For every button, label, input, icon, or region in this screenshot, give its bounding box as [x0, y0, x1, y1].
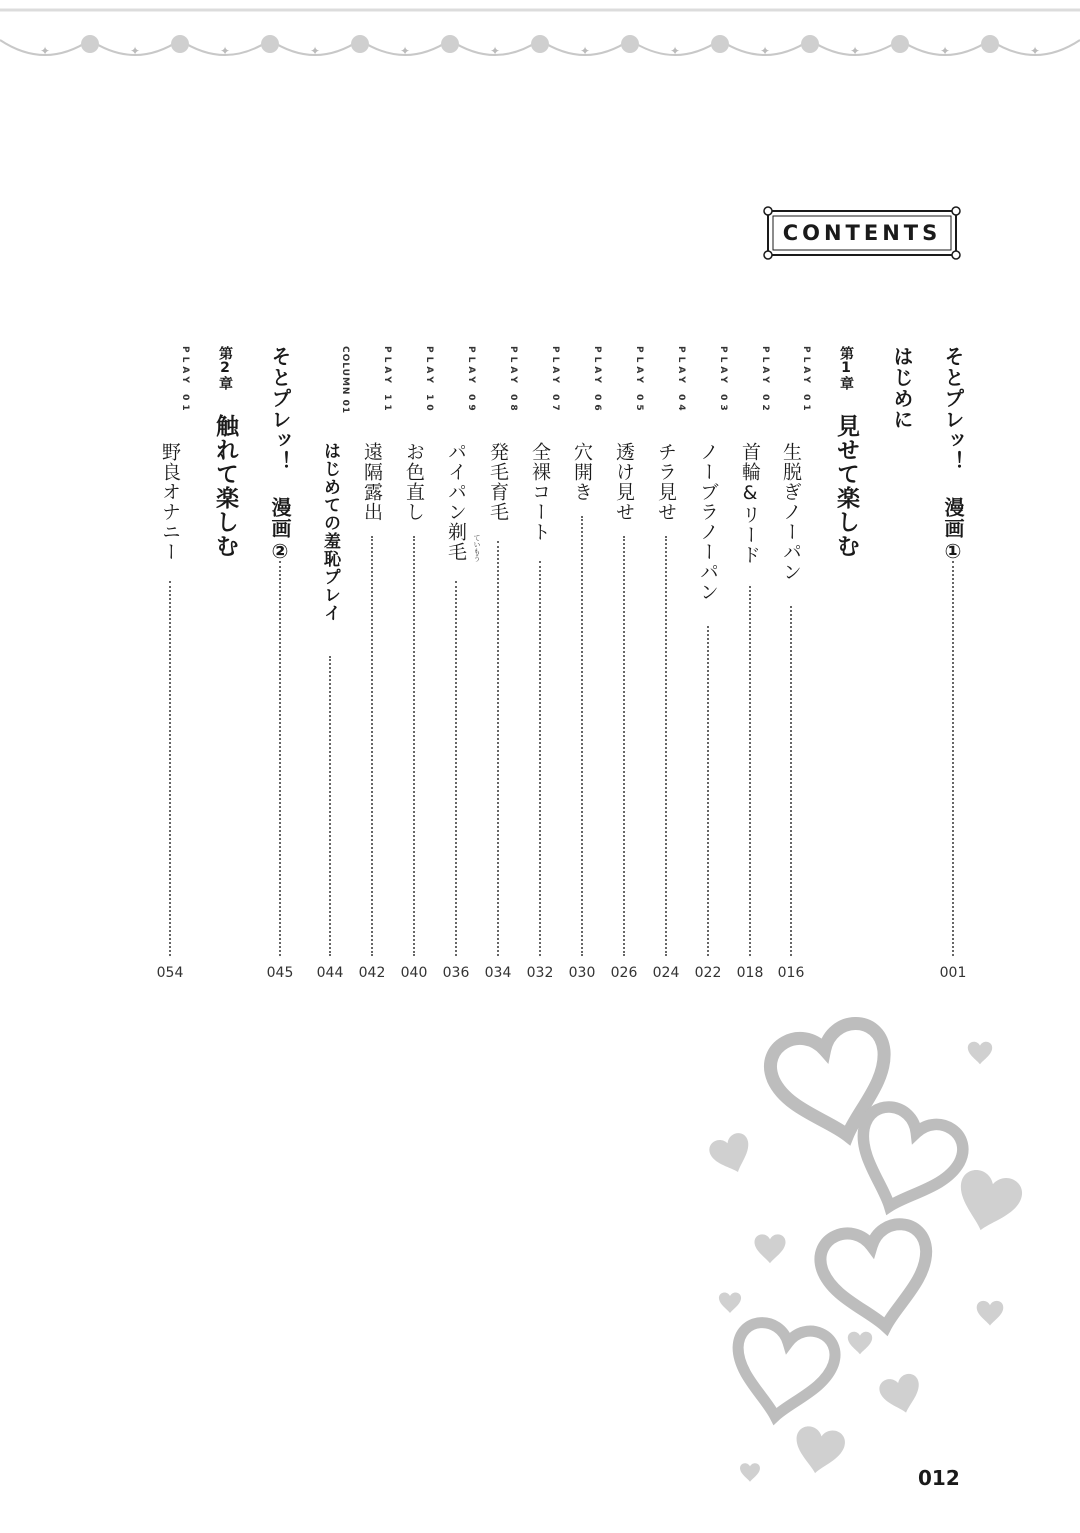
toc-label: COLUMN 01 [340, 346, 350, 415]
leader-dots [169, 581, 171, 956]
toc-title: 穴開き [571, 442, 593, 502]
toc-title: 遠隔露出 [361, 442, 383, 522]
leader-dots [665, 536, 667, 956]
toc-label: PLAY 02 [760, 346, 770, 415]
toc-page-number: 044 [316, 965, 344, 981]
toc-label: PLAY 07 [550, 346, 560, 415]
toc-title: 全裸コート [529, 442, 551, 542]
toc-label: PLAY 08 [508, 346, 518, 415]
toc-label: PLAY 05 [634, 346, 644, 415]
toc-label: PLAY 10 [424, 346, 434, 415]
toc-label: PLAY 06 [592, 346, 602, 415]
toc-title: パイパン剃毛 [445, 442, 467, 562]
leader-dots [952, 561, 954, 956]
svg-text:✦: ✦ [400, 44, 411, 58]
toc-page-number: 018 [736, 965, 764, 981]
toc-entry-intro[interactable] [882, 346, 922, 986]
toc-page-number: 026 [610, 965, 638, 981]
leader-dots [329, 656, 331, 956]
toc-page-number: 030 [568, 965, 596, 981]
toc-title: 透け見せ [613, 442, 635, 522]
chapter-title: 見せて楽しむ [833, 414, 859, 558]
toc-page-number: 032 [526, 965, 554, 981]
svg-text:✦: ✦ [580, 44, 591, 58]
toc-chapter-2[interactable] [205, 346, 245, 986]
toc-title: 発毛育毛 [487, 442, 509, 522]
svg-text:✦: ✦ [490, 44, 501, 58]
toc-title: ノーブラノーパン [697, 442, 719, 602]
toc-title: はじめての羞恥プレイ [320, 442, 340, 622]
svg-text:✦: ✦ [310, 44, 321, 58]
toc-page-number: 001 [939, 965, 967, 981]
svg-text:✦: ✦ [940, 44, 951, 58]
toc-chapter-1[interactable] [826, 346, 866, 986]
toc-page-number: 036 [442, 965, 470, 981]
svg-text:✦: ✦ [760, 44, 771, 58]
toc-entry-manga2[interactable] [260, 346, 300, 986]
toc-page-number: 034 [484, 965, 512, 981]
svg-text:✦: ✦ [850, 44, 861, 58]
svg-text:✦: ✦ [130, 44, 141, 58]
toc-title: 首輪&リード [739, 442, 761, 565]
leader-dots [497, 541, 499, 956]
toc-entry-play04[interactable] [646, 346, 686, 986]
toc-title: はじめに [890, 346, 914, 430]
toc-title: お色直し [403, 442, 425, 522]
toc-title: チラ見せ [655, 442, 677, 522]
toc-entry-play10[interactable] [394, 346, 434, 986]
toc-entry-play07[interactable] [520, 346, 560, 986]
lace-border-decoration [0, 0, 1080, 80]
leader-dots [749, 586, 751, 956]
ruby-annotation: ていもう [473, 534, 481, 562]
hearts-decoration [690, 1000, 1080, 1520]
leader-dots [581, 516, 583, 956]
toc-title: 野良オナニー [159, 442, 181, 562]
leader-dots [371, 536, 373, 956]
toc-label: PLAY 01 [801, 346, 811, 415]
toc-entry-play01[interactable] [771, 346, 811, 986]
toc-label: PLAY 04 [676, 346, 686, 415]
toc-entry-play06[interactable] [562, 346, 602, 986]
svg-text:✦: ✦ [670, 44, 681, 58]
toc-entry-manga1[interactable] [933, 346, 973, 986]
chapter-title: 触れて楽しむ [212, 414, 238, 558]
toc-entry-play02[interactable] [730, 346, 770, 986]
toc-page-number: 016 [777, 965, 805, 981]
toc-page-number: 042 [358, 965, 386, 981]
svg-text:✦: ✦ [1030, 44, 1041, 58]
toc-label: PLAY 11 [382, 346, 392, 415]
toc-entry-play11[interactable] [352, 346, 392, 986]
toc-entry-play05[interactable] [604, 346, 644, 986]
toc-label: PLAY 09 [466, 346, 476, 415]
toc-entry-column01[interactable] [310, 346, 350, 986]
leader-dots [539, 561, 541, 956]
chapter-mark: 第2章 [217, 346, 233, 390]
leader-dots [707, 626, 709, 956]
leader-dots [623, 536, 625, 956]
page-number: 012 [918, 1466, 960, 1490]
toc-entry-play03[interactable] [688, 346, 728, 986]
contents-heading [762, 205, 962, 261]
toc-page-number: 054 [156, 965, 184, 981]
leader-dots [790, 606, 792, 956]
toc-label: PLAY 03 [718, 346, 728, 415]
svg-text:✦: ✦ [40, 44, 51, 58]
toc-title: そとプレッ！ 漫画② [268, 346, 292, 564]
toc-entry-play09[interactable] [436, 346, 481, 986]
contents-title: CONTENTS [782, 221, 942, 245]
toc-title: 生脱ぎノーパン [780, 442, 802, 582]
toc-entry-play08[interactable] [478, 346, 518, 986]
svg-text:✦: ✦ [220, 44, 231, 58]
toc-entry-ch2-play01[interactable] [150, 346, 190, 986]
toc-page-number: 022 [694, 965, 722, 981]
leader-dots [279, 561, 281, 956]
toc-page-number: 024 [652, 965, 680, 981]
toc-title: そとプレッ！ 漫画① [941, 346, 965, 564]
leader-dots [413, 536, 415, 956]
toc-page-number: 045 [266, 965, 294, 981]
chapter-mark: 第1章 [838, 346, 854, 390]
toc-label: PLAY 01 [180, 346, 190, 415]
toc-page-number: 040 [400, 965, 428, 981]
leader-dots [455, 581, 457, 956]
